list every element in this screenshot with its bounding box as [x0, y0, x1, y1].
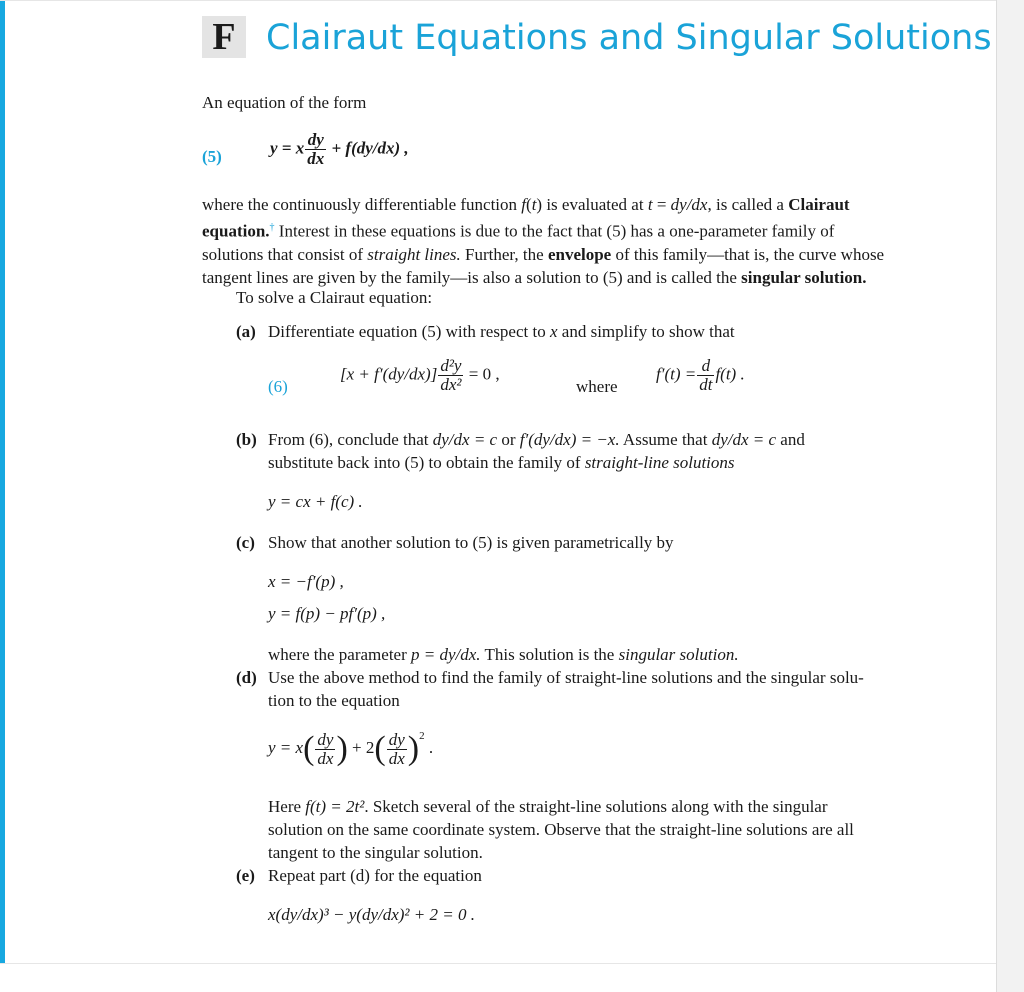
part-a-label: (a) — [236, 322, 256, 341]
eq5-rhs: + f(dy/dx) , — [331, 138, 409, 158]
left-accent-bar — [0, 1, 5, 963]
eq5-equation — [270, 131, 409, 168]
clairaut-definition-paragraph — [202, 193, 924, 289]
footnote-dagger: † — [269, 222, 275, 233]
eq6-number: (6) — [268, 377, 288, 396]
eq6-d-dt: $\frac{d}{dt}$ — [699, 356, 713, 394]
part-d-line2: tion to the equation — [268, 691, 400, 710]
part-c-where-line: where the parameter p = dy/dx. This solution is the singular solution. — [268, 645, 739, 664]
eq5-number: (5) — [202, 147, 222, 166]
term-singular-solution: singular solution. — [741, 267, 867, 287]
eq5-frac-num: dy — [305, 131, 326, 150]
parametric-x-eq: x = −f′(p) , — [268, 572, 344, 591]
intro-text: An equation of the form — [202, 93, 367, 112]
eq6-fraction: $\frac{\text{d²y}}{\text{dx²}}$ — [440, 356, 462, 394]
para1-line1: where the continuously differentiable function f(t) is evaluated at t = dy/dx, is called a Clairaut — [202, 195, 850, 214]
straight-line-family-eq: y = cx + f(c) . — [268, 492, 363, 511]
eq5-frac-den: dx — [307, 149, 325, 168]
part-d-line5: tangent to the singular solution. — [268, 843, 483, 862]
para1-line3: solutions that consist of straight lines. Further, the envelope of this family—that is, the curve whose — [202, 244, 885, 264]
para1-line4: tangent lines are given by the family—is also a solution to (5) and is called the singular solution. — [202, 267, 867, 287]
eq6-derivative-def: f′(t) = $\frac{d}{dt}$ f(t) . — [656, 356, 745, 394]
part-d-equation: y = x( $\frac{dy}{dx}$ ) + 2( $\frac{dy}{dx}$ )$^2$ . — [268, 729, 434, 768]
term-envelope: envelope — [547, 244, 612, 264]
part-b-line2: substitute back into (5) to obtain the family of straight-line solutions — [268, 453, 735, 472]
part-e-label: (e) — [236, 866, 255, 885]
eq5-fraction — [305, 131, 326, 168]
eq6-lhs: [x + f′(dy/dx)] — [340, 364, 438, 384]
eq6-where: where — [576, 377, 618, 396]
section-title: Clairaut Equations and Singular Solutions — [266, 18, 992, 58]
eq5-lhs: y = x — [270, 138, 305, 158]
term-clairaut: Clairaut — [788, 195, 850, 214]
para1-line5: To solve a Clairaut equation: — [236, 288, 433, 307]
part-e-equation: x(dy/dx)³ − y(dy/dx)² + 2 = 0 . — [268, 905, 475, 924]
part-d-line4: solution on the same coordinate system. Observe that the straight-line solutions are all — [268, 820, 854, 839]
parametric-y-eq: y = f(p) − pf′(p) , — [268, 604, 386, 623]
part-b-line1: From (6), conclude that dy/dx = c or f′(dy/dx) = −x. Assume that dy/dx = c and — [268, 430, 805, 449]
eq6-mid: = 0 , — [468, 364, 500, 384]
part-d-frac-2: $\frac{dy}{dx}$ — [388, 729, 405, 768]
part-d-frac-1: $\frac{dy}{dx}$ — [317, 729, 334, 768]
part-c-label: (c) — [236, 533, 255, 552]
part-d-line1: Use the above method to find the family of straight-line solutions and the singular solu- — [268, 668, 864, 687]
part-e-text: Repeat part (d) for the equation — [268, 866, 482, 885]
part-d-here-line: Here f(t) = 2t². Sketch several of the straight-line solutions along with the singular — [268, 797, 828, 816]
eq6-equation — [340, 357, 500, 394]
section-letter-badge: F — [202, 16, 246, 58]
part-b-label: (b) — [236, 430, 257, 449]
para1-line2: equation.† Interest in these equations is due to the fact that (5) has a one-parameter family of — [202, 221, 835, 241]
page-edge-shadow — [996, 0, 1024, 992]
part-c-text: Show that another solution to (5) is given parametrically by — [268, 533, 674, 552]
part-a-text: Differentiate equation (5) with respect to x and simplify to show that — [268, 322, 735, 341]
part-d-label: (d) — [236, 668, 257, 687]
